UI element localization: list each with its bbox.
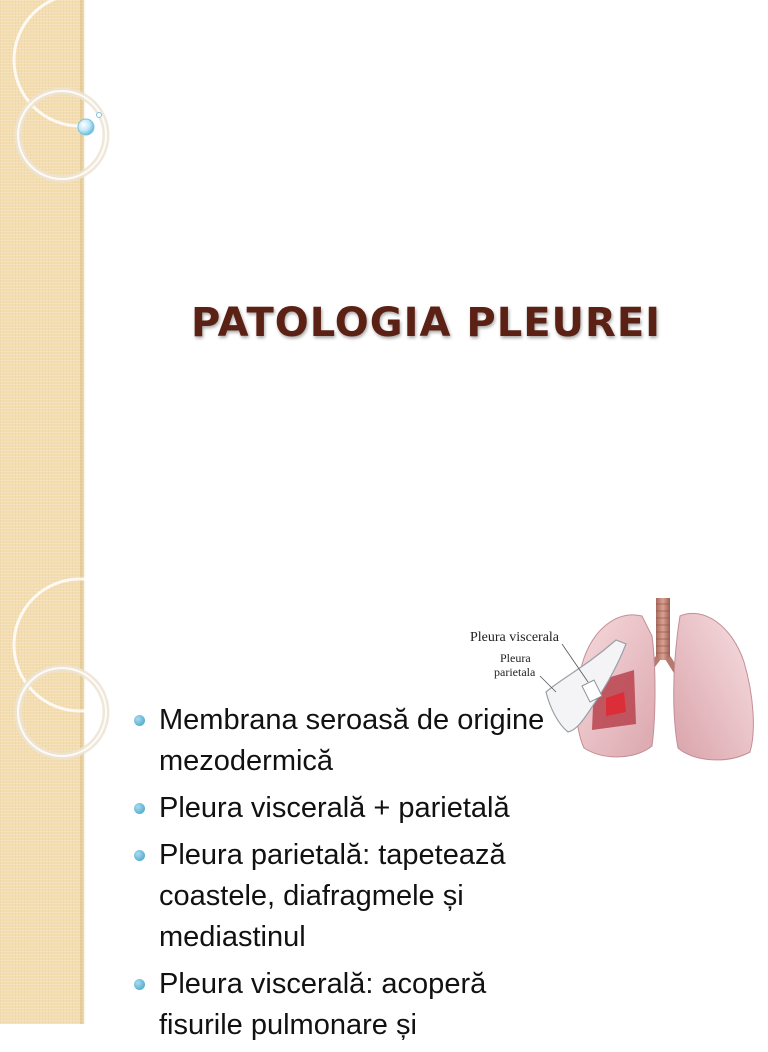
bullet-text: Pleura parietală: tapetează coastele, diafragmele și mediastinul: [159, 839, 506, 953]
bullet-dot-icon: [134, 715, 145, 726]
bubble-small: [97, 113, 102, 118]
decorative-side-strip: [0, 0, 84, 1024]
bullet-item: [132, 964, 552, 1046]
side-strip-edge: [80, 0, 86, 1024]
right-lung-shape: [674, 613, 754, 759]
bullet-text: Pleura viscerală: acoperă fisurile pulmonare și: [159, 968, 487, 1041]
bullet-text: Membrana seroasă de origine mezodermică: [159, 704, 545, 777]
label-pleura-viscerala: Pleura viscerala: [470, 630, 560, 645]
bullet-text: Pleura viscerală + parietală: [159, 792, 510, 824]
bullet-dot-icon: [134, 803, 145, 814]
trachea-shape: [656, 598, 670, 660]
label-pleura-parietala-line2: parietala: [494, 665, 536, 679]
bullet-list: [132, 700, 552, 1052]
bullet-item: [132, 788, 552, 829]
bullet-dot-icon: [134, 979, 145, 990]
bullet-item: [132, 835, 552, 958]
bullet-item: [132, 700, 552, 782]
slide-title: PATOLOGIA PLEUREI: [190, 300, 662, 346]
label-pleura-parietala-line1: Pleura: [500, 651, 531, 665]
bullet-dot-icon: [134, 850, 145, 861]
